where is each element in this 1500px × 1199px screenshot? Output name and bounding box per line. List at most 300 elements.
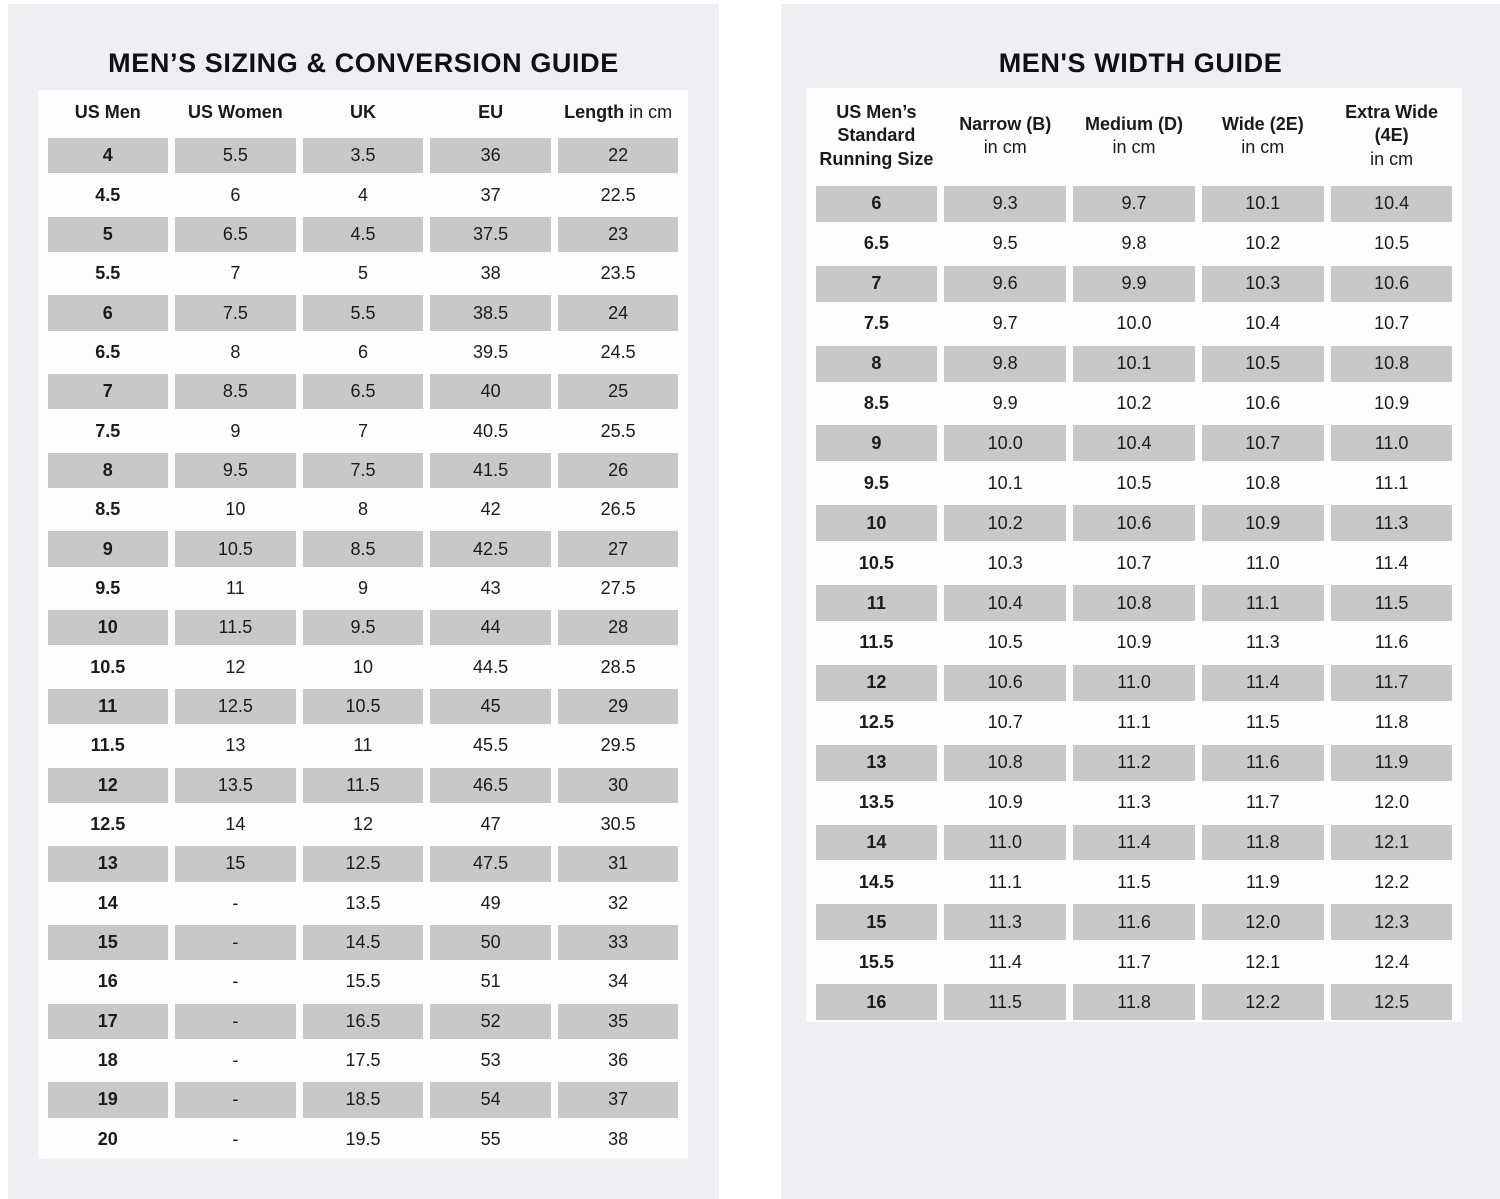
- table-cell: 20: [97, 1128, 118, 1149]
- table-cell: 5.5: [175, 138, 296, 173]
- table-cell: 6.5: [303, 374, 424, 409]
- table-cell: 14: [225, 814, 246, 835]
- table-cell: 8: [48, 453, 169, 488]
- table-cell: 29.5: [600, 735, 636, 756]
- table-cell: 15: [816, 904, 938, 940]
- table-cell: 10.9: [1202, 505, 1324, 541]
- table-row: [44, 805, 682, 844]
- table-row: [44, 647, 682, 686]
- table-cell: -: [232, 1050, 239, 1071]
- table-row: [44, 529, 682, 568]
- table-cell: 4: [357, 184, 368, 205]
- table-cell: 11.8: [1374, 712, 1409, 733]
- table-row: [812, 384, 1456, 424]
- table-header-row: [812, 88, 1456, 184]
- table-cell: 12.5: [1331, 984, 1453, 1020]
- table-row: [812, 304, 1456, 344]
- table-cell: 51: [480, 971, 501, 992]
- table-cell: 10.5: [303, 689, 424, 724]
- table-row: [44, 254, 682, 293]
- table-cell: 11.7: [1117, 951, 1151, 972]
- table-cell: 7: [230, 263, 241, 284]
- table-cell: 14: [816, 825, 938, 861]
- table-cell: 11.5: [1331, 585, 1453, 621]
- table-cell: 6.5: [95, 341, 121, 362]
- table-cell: 15: [175, 846, 296, 881]
- table-cell: 11.6: [1073, 904, 1195, 940]
- table-row: [812, 224, 1456, 264]
- table-cell: 50: [430, 925, 551, 960]
- table-row: [44, 175, 682, 214]
- table-cell: 7.5: [175, 295, 296, 330]
- table-cell: 13.5: [345, 892, 381, 913]
- table-row: [812, 703, 1456, 743]
- table-cell: 11.1: [1202, 585, 1324, 621]
- table-row: [812, 264, 1456, 304]
- table-cell: 53: [480, 1050, 501, 1071]
- table-cell: 10: [225, 499, 246, 520]
- table-cell: 22: [558, 138, 679, 173]
- table-cell: 8.5: [303, 531, 424, 566]
- table-cell: 14.5: [858, 871, 894, 892]
- table-cell: 10.7: [1374, 313, 1410, 334]
- sizing-guide-panel: [8, 4, 719, 1199]
- table-cell: 10.8: [1073, 585, 1195, 621]
- table-body: [44, 136, 682, 1159]
- table-cell: 16: [816, 984, 938, 1020]
- table-cell: 15.5: [345, 971, 381, 992]
- table-cell: 34: [608, 971, 629, 992]
- table-cell: 54: [430, 1082, 551, 1117]
- table-cell: 11.0: [1331, 425, 1453, 461]
- table-cell: 36: [430, 138, 551, 173]
- table-cell: 12.5: [303, 846, 424, 881]
- table-row: [44, 1041, 682, 1080]
- table-cell: 42: [480, 499, 501, 520]
- table-cell: 9: [816, 425, 938, 461]
- table-cell: 6: [357, 341, 368, 362]
- table-cell: 16.5: [303, 1004, 424, 1039]
- table-cell: 10.1: [987, 472, 1023, 493]
- table-cell: 9.8: [944, 346, 1066, 382]
- table-cell: 12.3: [1331, 904, 1453, 940]
- table-cell: 42.5: [430, 531, 551, 566]
- table-row: [812, 423, 1456, 463]
- table-row: [812, 583, 1456, 623]
- table-cell: 28: [558, 610, 679, 645]
- table-cell: 11.5: [90, 735, 125, 756]
- table-cell: 38.5: [430, 295, 551, 330]
- table-cell: 45: [430, 689, 551, 724]
- table-cell: 10.7: [987, 712, 1023, 733]
- table-row: [44, 569, 682, 608]
- table-row: [44, 490, 682, 529]
- table-cell: 55: [480, 1128, 501, 1149]
- table-row: [812, 623, 1456, 663]
- table-cell: 10.3: [1202, 266, 1324, 302]
- table-cell: 19.5: [345, 1128, 381, 1149]
- column-header: Length in cm: [564, 102, 673, 123]
- table-cell: 9.9: [992, 392, 1018, 413]
- table-cell: 16: [97, 971, 118, 992]
- table-cell: 10.6: [1245, 392, 1281, 413]
- table-cell: 11.6: [1374, 632, 1409, 653]
- table-cell: 8: [230, 341, 241, 362]
- table-cell: 46.5: [430, 768, 551, 803]
- table-cell: 10.9: [1116, 632, 1152, 653]
- table-row: [44, 333, 682, 372]
- table-cell: 6: [230, 184, 241, 205]
- table-cell: 12.0: [1202, 904, 1324, 940]
- table-cell: 12.2: [1202, 984, 1324, 1020]
- table-cell: 23: [558, 217, 679, 252]
- table-cell: 12.0: [1374, 792, 1410, 813]
- table-cell: 9: [357, 577, 368, 598]
- table-cell: 5: [357, 263, 368, 284]
- table-cell: 27: [558, 531, 679, 566]
- table-cell: 12: [225, 656, 246, 677]
- table-cell: 12: [352, 814, 373, 835]
- table-cell: 7.5: [95, 420, 121, 441]
- table-cell: 11.0: [1073, 665, 1195, 701]
- table-cell: 28.5: [600, 656, 636, 677]
- table-cell: 5.5: [303, 295, 424, 330]
- table-cell: 12.5: [858, 712, 894, 733]
- table-row: [812, 503, 1456, 543]
- table-cell: 11.8: [1202, 825, 1324, 861]
- table-cell: 10.4: [1245, 313, 1281, 334]
- table-cell: 7.5: [303, 453, 424, 488]
- table-cell: 9.5: [95, 577, 121, 598]
- table-cell: 10.6: [1073, 505, 1195, 541]
- table-cell: 10.2: [944, 505, 1066, 541]
- table-cell: 7: [48, 374, 169, 409]
- table-cell: 11.4: [1202, 665, 1324, 701]
- table-cell: 10.4: [944, 585, 1066, 621]
- table-cell: -: [175, 1082, 296, 1117]
- table-cell: 17.5: [345, 1050, 381, 1071]
- table-cell: 12.2: [1374, 871, 1410, 892]
- column-header: US Men: [74, 102, 141, 123]
- table-cell: 10.9: [1374, 392, 1410, 413]
- table-row: [44, 215, 682, 254]
- table-row: [812, 184, 1456, 224]
- table-row: [812, 862, 1456, 902]
- table-cell: 30.5: [600, 814, 636, 835]
- table-cell: 44: [430, 610, 551, 645]
- table-cell: 11.9: [1245, 871, 1280, 892]
- table-cell: 24.5: [600, 341, 636, 362]
- table-cell: 9.5: [303, 610, 424, 645]
- table-row: [812, 942, 1456, 982]
- table-cell: 10.1: [1073, 346, 1195, 382]
- table-cell: 18.5: [303, 1082, 424, 1117]
- table-cell: 11.3: [1245, 632, 1280, 653]
- column-header: UK: [349, 102, 376, 123]
- table-cell: -: [175, 1004, 296, 1039]
- table-cell: 10.7: [1116, 552, 1152, 573]
- table-cell: 11.3: [1331, 505, 1453, 541]
- table-cell: 9: [230, 420, 241, 441]
- table-cell: 11.4: [1073, 825, 1195, 861]
- table-row: [812, 663, 1456, 703]
- table-cell: 33: [558, 925, 679, 960]
- table-cell: 40: [430, 374, 551, 409]
- table-cell: 22.5: [600, 184, 636, 205]
- column-header: EU: [478, 102, 504, 123]
- table-cell: 7: [816, 266, 938, 302]
- table-cell: 32: [608, 892, 629, 913]
- table-cell: 6.5: [863, 233, 889, 254]
- table-cell: 12.5: [90, 814, 126, 835]
- table-row: [44, 1002, 682, 1041]
- table-cell: 45.5: [473, 735, 509, 756]
- table-cell: 43: [480, 577, 501, 598]
- table-cell: 10.4: [1073, 425, 1195, 461]
- table-cell: 30: [558, 768, 679, 803]
- table-row: [44, 884, 682, 923]
- table-cell: 10.5: [858, 552, 894, 573]
- table-cell: 9.3: [944, 186, 1066, 222]
- table-cell: 5.5: [95, 263, 121, 284]
- table-row: [812, 783, 1456, 823]
- table-cell: 37.5: [430, 217, 551, 252]
- table-cell: 10.5: [1116, 472, 1152, 493]
- table-cell: 6: [816, 186, 938, 222]
- table-cell: 11.4: [988, 951, 1023, 972]
- table-cell: 11.7: [1245, 792, 1280, 813]
- table-cell: -: [232, 971, 239, 992]
- column-header: Wide (2E) in cm: [1221, 113, 1304, 157]
- table-header-row: [44, 90, 682, 136]
- table-cell: 10: [48, 610, 169, 645]
- table-cell: 11.1: [988, 871, 1023, 892]
- table-row: [812, 902, 1456, 942]
- table-cell: 6: [48, 295, 169, 330]
- table-row: [44, 766, 682, 805]
- table-row: [44, 687, 682, 726]
- table-cell: 13: [48, 846, 169, 881]
- table-cell: 13: [816, 745, 938, 781]
- table-cell: 35: [558, 1004, 679, 1039]
- table-row: [44, 372, 682, 411]
- table-cell: 25.5: [600, 420, 636, 441]
- table-cell: 4.5: [95, 184, 121, 205]
- sizing-guide-table: [38, 90, 688, 1159]
- table-cell: 11.3: [1117, 792, 1151, 813]
- table-cell: 49: [480, 892, 501, 913]
- table-cell: -: [232, 1128, 239, 1149]
- table-cell: 10.0: [944, 425, 1066, 461]
- table-cell: 7: [357, 420, 368, 441]
- column-header: US Women: [188, 102, 283, 123]
- table-row: [812, 463, 1456, 503]
- table-cell: 10.8: [1245, 472, 1281, 493]
- table-cell: 10.5: [1374, 233, 1410, 254]
- table-cell: 4.5: [303, 217, 424, 252]
- table-row: [44, 608, 682, 647]
- table-row: [812, 743, 1456, 783]
- table-cell: 26.5: [600, 499, 636, 520]
- table-cell: 11.5: [1245, 712, 1280, 733]
- table-cell: 12.1: [1245, 951, 1281, 972]
- table-cell: 9.7: [1073, 186, 1195, 222]
- table-cell: 17: [48, 1004, 169, 1039]
- table-cell: 10.6: [944, 665, 1066, 701]
- table-cell: 11.0: [1245, 552, 1280, 573]
- table-cell: 10.5: [175, 531, 296, 566]
- table-cell: 11.5: [1117, 871, 1151, 892]
- table-cell: 40.5: [473, 420, 509, 441]
- table-cell: -: [175, 925, 296, 960]
- table-cell: 14: [97, 892, 118, 913]
- column-header: Narrow (B) in cm: [959, 113, 1052, 157]
- table-cell: 12: [816, 665, 938, 701]
- table-row: [44, 844, 682, 883]
- table-cell: 38: [608, 1128, 629, 1149]
- table-cell: 11.5: [944, 984, 1066, 1020]
- table-row: [44, 411, 682, 450]
- table-cell: 10.8: [944, 745, 1066, 781]
- column-header: Medium (D) in cm: [1084, 113, 1183, 157]
- table-cell: 24: [558, 295, 679, 330]
- table-cell: 6.5: [175, 217, 296, 252]
- width-guide-title: MEN'S WIDTH GUIDE: [998, 48, 1283, 79]
- table-cell: 10.4: [1331, 186, 1453, 222]
- table-row: [44, 136, 682, 175]
- table-row: [44, 962, 682, 1001]
- table-row: [44, 1080, 682, 1119]
- table-cell: 11.5: [303, 768, 424, 803]
- table-cell: 15.5: [858, 951, 894, 972]
- table-cell: 29: [558, 689, 679, 724]
- table-cell: 8.5: [863, 392, 889, 413]
- table-cell: 10.2: [1116, 392, 1152, 413]
- table-cell: 9.5: [175, 453, 296, 488]
- table-cell: 10.5: [987, 632, 1023, 653]
- table-cell: 9.7: [992, 313, 1018, 334]
- table-cell: 4: [48, 138, 169, 173]
- table-cell: 47: [480, 814, 501, 835]
- table-cell: 18: [97, 1050, 118, 1071]
- table-cell: 11: [816, 585, 938, 621]
- table-cell: 12.1: [1331, 825, 1453, 861]
- table-cell: 9.5: [992, 233, 1018, 254]
- table-cell: 11: [226, 577, 245, 598]
- table-cell: 36: [608, 1050, 629, 1071]
- table-cell: 10: [352, 656, 373, 677]
- table-cell: 15: [48, 925, 169, 960]
- table-cell: 12.5: [175, 689, 296, 724]
- table-cell: 52: [430, 1004, 551, 1039]
- table-cell: 11.7: [1331, 665, 1453, 701]
- table-cell: 25: [558, 374, 679, 409]
- table-cell: 11.8: [1073, 984, 1195, 1020]
- table-cell: 7.5: [863, 313, 889, 334]
- table-cell: 9.5: [863, 472, 889, 493]
- table-cell: 10.8: [1331, 346, 1453, 382]
- table-row: [812, 543, 1456, 583]
- table-cell: 12: [48, 768, 169, 803]
- table-cell: 9.9: [1073, 266, 1195, 302]
- table-cell: 3.5: [303, 138, 424, 173]
- table-cell: 10.6: [1331, 266, 1453, 302]
- table-cell: 11: [48, 689, 169, 724]
- table-cell: 11.6: [1202, 745, 1324, 781]
- table-cell: 14.5: [303, 925, 424, 960]
- table-cell: 41.5: [430, 453, 551, 488]
- table-row: [812, 982, 1456, 1022]
- sizing-guide-title: MEN’S SIZING & CONVERSION GUIDE: [108, 48, 619, 79]
- table-cell: 10.0: [1116, 313, 1152, 334]
- table-cell: 10.7: [1202, 425, 1324, 461]
- column-header: Extra Wide (4E) in cm: [1345, 101, 1439, 169]
- table-cell: 11: [353, 735, 373, 756]
- table-cell: 11.4: [1374, 552, 1409, 573]
- table-cell: 31: [558, 846, 679, 881]
- table-cell: 11.9: [1331, 745, 1453, 781]
- table-cell: 10.9: [987, 792, 1023, 813]
- table-cell: 39.5: [473, 341, 509, 362]
- table-cell: 44.5: [473, 656, 509, 677]
- table-cell: 8: [357, 499, 368, 520]
- column-header: US Men’s Standard Running Size: [819, 101, 934, 169]
- table-cell: 37: [558, 1082, 679, 1117]
- table-cell: 10.3: [987, 552, 1023, 573]
- table-cell: 11.1: [1117, 712, 1151, 733]
- table-cell: 26: [558, 453, 679, 488]
- table-cell: 11.0: [944, 825, 1066, 861]
- table-row: [44, 726, 682, 765]
- table-row: [44, 451, 682, 490]
- table-cell: 8.5: [175, 374, 296, 409]
- table-cell: 47.5: [430, 846, 551, 881]
- table-cell: 9: [48, 531, 169, 566]
- table-cell: 10: [816, 505, 938, 541]
- table-cell: 37: [480, 184, 501, 205]
- table-cell: 10.2: [1245, 233, 1281, 254]
- table-cell: 11.2: [1073, 745, 1195, 781]
- table-cell: 8.5: [95, 499, 121, 520]
- table-row: [812, 344, 1456, 384]
- table-cell: 23.5: [600, 263, 636, 284]
- table-cell: 19: [48, 1082, 169, 1117]
- table-cell: 13.5: [175, 768, 296, 803]
- table-row: [812, 823, 1456, 863]
- table-cell: 9.6: [944, 266, 1066, 302]
- width-guide-table: [806, 88, 1462, 1022]
- table-cell: 9.8: [1121, 233, 1147, 254]
- table-row: [44, 293, 682, 332]
- table-cell: 12.4: [1374, 951, 1410, 972]
- table-cell: 8: [816, 346, 938, 382]
- table-cell: 13.5: [858, 792, 894, 813]
- table-cell: 11.5: [175, 610, 296, 645]
- table-cell: 27.5: [600, 577, 636, 598]
- table-cell: 38: [480, 263, 501, 284]
- width-guide-panel: [781, 4, 1500, 1199]
- table-cell: 10.1: [1202, 186, 1324, 222]
- table-cell: 11.5: [859, 632, 894, 653]
- table-cell: 11.3: [944, 904, 1066, 940]
- table-cell: 13: [225, 735, 246, 756]
- table-body: [812, 184, 1456, 1022]
- table-row: [44, 1120, 682, 1159]
- table-cell: 10.5: [90, 656, 126, 677]
- table-row: [44, 923, 682, 962]
- table-cell: 10.5: [1202, 346, 1324, 382]
- table-cell: 5: [48, 217, 169, 252]
